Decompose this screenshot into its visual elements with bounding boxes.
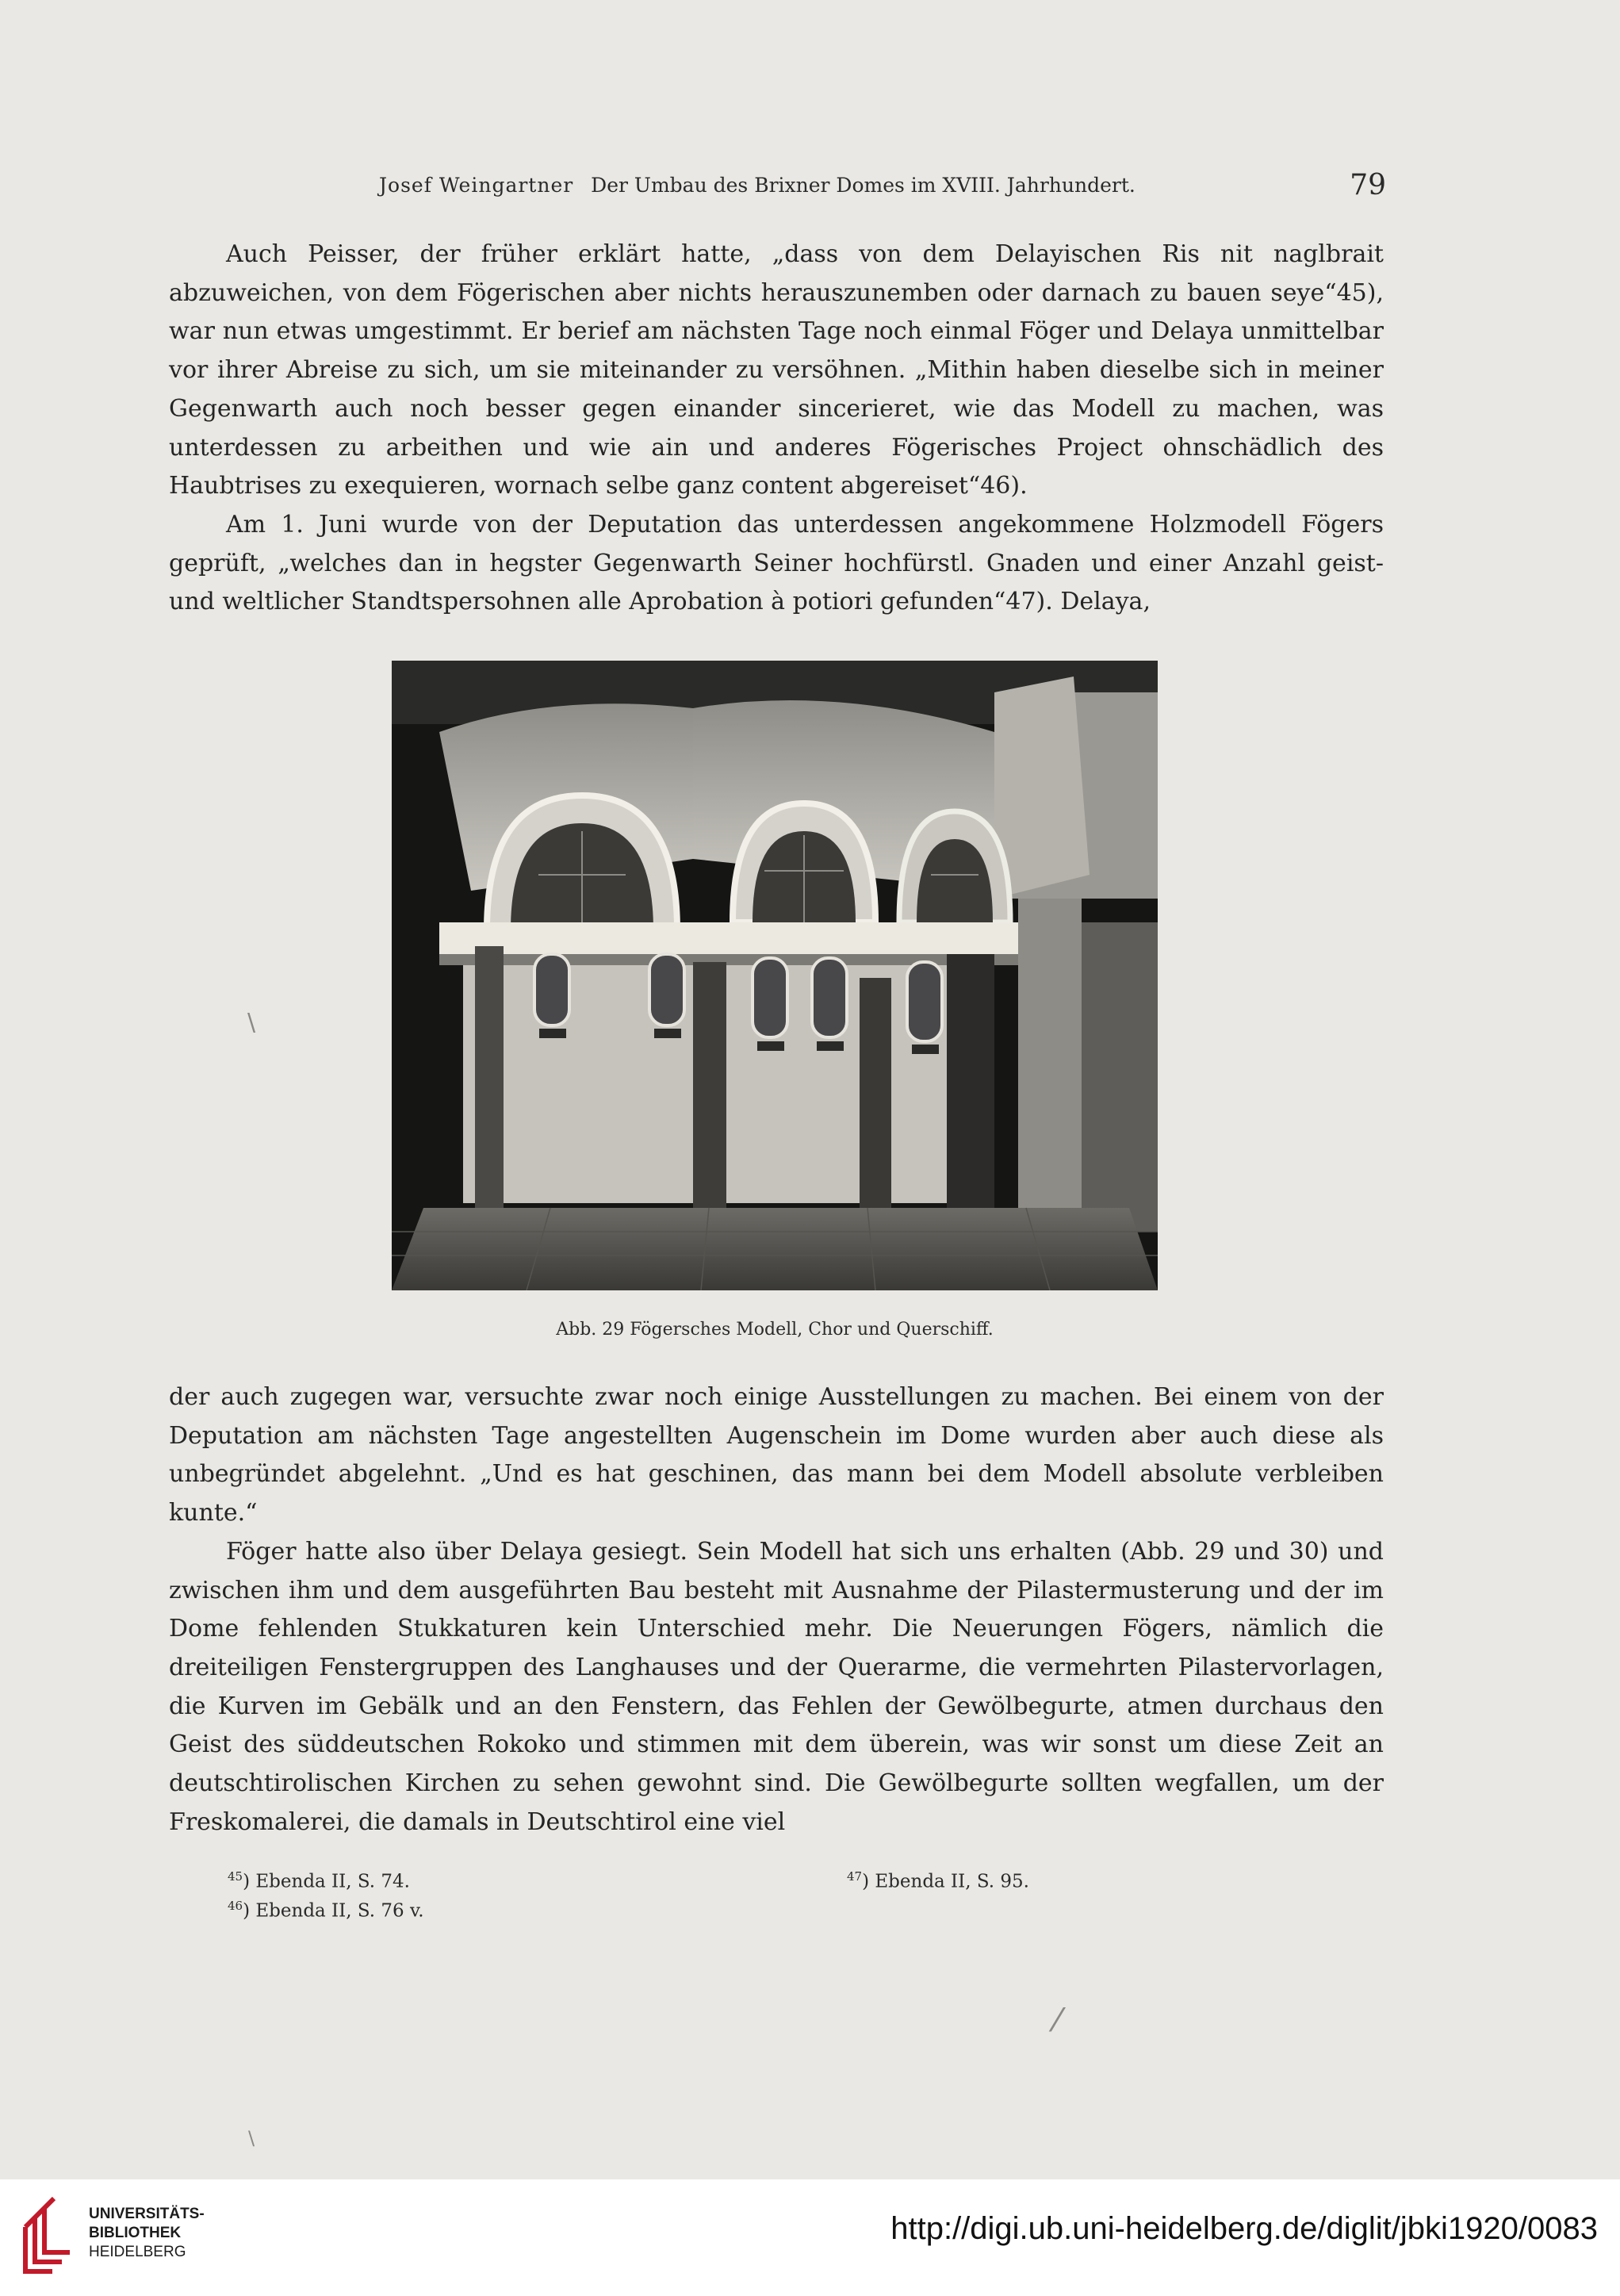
choir-model-illustration — [392, 661, 1158, 1290]
library-name-line: HEIDELBERG — [89, 2244, 186, 2260]
library-name — [89, 2205, 205, 2262]
footnote-text: ) Ebenda II, S. 95. — [862, 1871, 1029, 1892]
figure-photo-choir-model — [392, 661, 1158, 1290]
paragraph — [169, 1378, 1384, 1533]
paragraph — [169, 506, 1384, 622]
page-number: 79 — [1350, 169, 1386, 201]
running-head-author: Josef Weingartner — [379, 174, 574, 197]
paragraph-text: Föger hatte also über Delaya gesiegt. Sein Modell hat sich uns erhalten (Abb. 29 und 30) und zwischen ihm und dem ausgeführten Bau besteht mit Ausnahme der Pilastermusterung und der im Dome fehlenden Stukkaturen kein Unterschied mehr. Die Neuerungen Fögers, nämlich die dreiteiligen Fenstergruppen des Langhauses und der Querarme, die vermehrten Pilastervorlagen, die Kurven im Gebälk und an den Fenstern, das Fehlen der Gewölbegurte, atmen durchaus den Geist des süddeutschen Rokoko und stimmen mit dem überein, was wir sonst um diese Zeit an deutschtirolischen Kirchen zu sehen gewohnt sind. Die Gewölbegurte sollten wegfallen, um der Freskomalerei, die damals in Deutschtirol eine viel — [169, 1537, 1384, 1836]
figure-caption: Abb. 29 Fögersches Modell, Chor und Querschiff. — [556, 1320, 994, 1340]
paragraph — [169, 1533, 1384, 1842]
paragraph-text: Auch Peisser, der früher erklärt hatte, „dass von dem Delayischen Ris nit naglbrait abzuweichen, von dem Fögerischen aber nichts herauszunemben oder darnach zu bauen seye“45), war nun etwas umgestimmt. Er berief am nächsten Tage noch einmal Föger und Delaya unmittelbar vor ihrer Abreise zu sich, um sie miteinander zu versöhnen. „Mithin haben dieselbe sich in meiner Gegenwarth auch noch besser gegen einander sincerieret, wie das Modell zu machen, was unterdessen zu arbeithen und wie ain und anderes Fögerisches Project ohnschädlich des Haubtrises zu exequieren, wornach selbe ganz content abgereiset“46). — [169, 240, 1384, 500]
scan-mark: \ — [248, 2127, 255, 2149]
footnote-text: ) Ebenda II, S. 74. — [243, 1871, 410, 1892]
footer-bar — [0, 2179, 1620, 2296]
library-logo-icon — [21, 2195, 75, 2275]
running-head — [379, 169, 1386, 205]
paragraph-text: der auch zugegen war, versuchte zwar noch einige Ausstellungen zu machen. Bei einem von der Deputation am nächsten Tage angestellten Augenschein im Dome wurden aber auch diese als unbegründet abgelehnt. „Und es hat geschinen, das mann bei dem Modell absolute verbleiben kunte.“ — [169, 1383, 1384, 1527]
running-head-title: Der Umbau des Brixner Domes im XVIII. Jahrhundert. — [591, 174, 1136, 197]
scan-mark: ⁄ — [1055, 2003, 1060, 2039]
footnote-text: ) Ebenda II, S. 76 v. — [243, 1900, 424, 1922]
scan-mark: \ — [247, 1009, 256, 1037]
footnote — [228, 1899, 424, 1922]
footnote — [228, 1869, 410, 1892]
library-name-line: UNIVERSITÄTS- — [89, 2206, 205, 2222]
permalink-url[interactable]: http://digi.ub.uni-heidelberg.de/diglit/jbki1920/0083 — [890, 2211, 1598, 2246]
library-name-line: BIBLIOTHEK — [89, 2225, 182, 2241]
footnote-number: 46 — [228, 1899, 243, 1913]
footnote-number: 45 — [228, 1869, 243, 1884]
paragraph — [169, 236, 1384, 506]
footnote — [847, 1869, 1029, 1892]
paragraph-text: Am 1. Juni wurde von der Deputation das unterdessen angekommene Holzmodell Fögers geprüft, „welches dan in hegster Gegenwarth Seiner hochfürstl. Gnaden und einer Anzahl geist- und weltlicher Standtspersohnen alle Aprobation à potiori gefunden“47). Delaya, — [169, 510, 1384, 616]
footnote-number: 47 — [847, 1869, 863, 1884]
body-text-bottom — [169, 1378, 1384, 1842]
body-text-top — [169, 236, 1384, 622]
